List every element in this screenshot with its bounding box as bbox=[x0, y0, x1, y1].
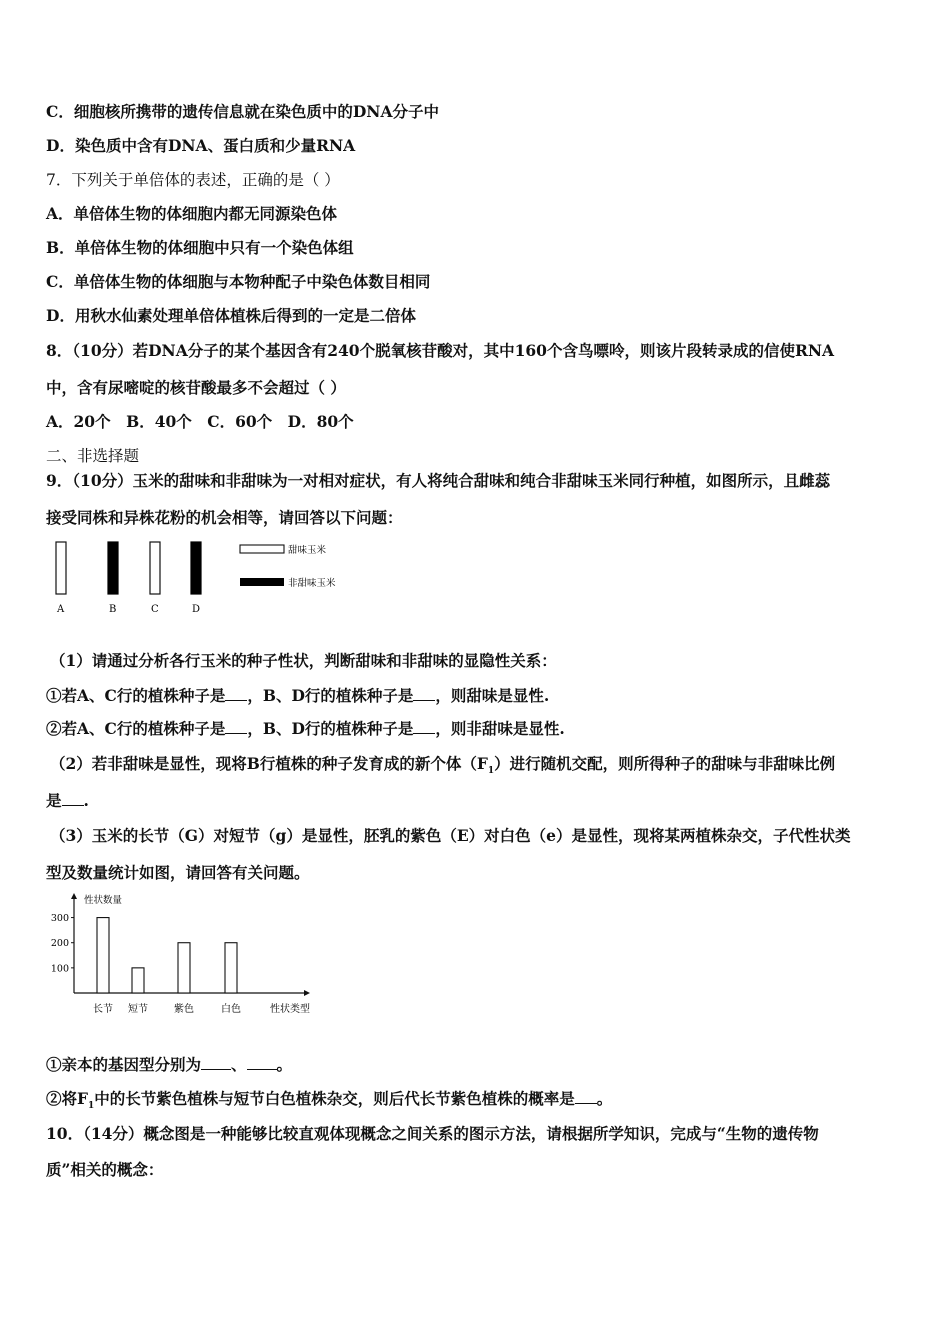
part-2-line1 bbox=[50, 754, 835, 781]
row-c-label: C bbox=[151, 604, 159, 615]
text: . bbox=[83, 791, 89, 810]
part-3-item-b bbox=[46, 1089, 612, 1116]
question-9-stem-line1: 9．（10分）玉米的甜味和非甜味为一对相对症状，有人将纯合甜味和纯合非甜味玉米同行种植，如图所示，且雌蕊 bbox=[46, 471, 831, 490]
x-tick-label: 长节 bbox=[93, 1004, 113, 1015]
question-10-stem-line1: 10．（14分）概念图是一种能够比较直观体现概念之间关系的图示方法，请根据所学知识，完成与“生物的遗传物 bbox=[46, 1124, 819, 1143]
answer-blank[interactable] bbox=[225, 686, 247, 701]
y-axis-arrow bbox=[71, 893, 77, 899]
text: ②将F bbox=[46, 1089, 89, 1108]
legend-non-sweet-label: 非甜味玉米 bbox=[288, 578, 336, 589]
answer-blank[interactable] bbox=[413, 719, 435, 734]
x-axis-arrow bbox=[304, 990, 310, 996]
trait-count-chart bbox=[48, 892, 338, 1022]
text: 中的长节紫色植株与短节白色植株杂交，则后代长节紫色植株的概率是 bbox=[94, 1089, 575, 1108]
bar-2 bbox=[132, 968, 144, 993]
text: 、 bbox=[231, 1055, 247, 1074]
bar-4 bbox=[225, 943, 237, 993]
row-a-bar bbox=[56, 542, 66, 594]
question-9-stem-line2: 接受同株和异株花粉的机会相等，请回答以下问题： bbox=[46, 508, 403, 527]
row-a-label: A bbox=[57, 604, 65, 615]
y-axis-label: 性状数量 bbox=[84, 895, 123, 906]
text: ）进行随机交配，则所得种子的甜味与非甜味比例 bbox=[494, 754, 836, 773]
answer-blank[interactable] bbox=[201, 1055, 231, 1070]
question-8-options: A．20个 B．40个 C．60个 D．80个 bbox=[46, 412, 354, 431]
row-b-label: B bbox=[109, 604, 117, 615]
corn-rows-figure bbox=[48, 536, 368, 620]
part-1-item-b bbox=[46, 719, 565, 739]
option-c-q7: C．单倍体生物的体细胞与本物种配子中染色体数目相同 bbox=[46, 272, 431, 291]
y-tick-label: 300 bbox=[50, 913, 69, 925]
legend-non-sweet-swatch bbox=[240, 578, 284, 586]
answer-blank[interactable] bbox=[225, 719, 247, 734]
text: 。 bbox=[596, 1089, 613, 1108]
text: 。 bbox=[276, 1055, 293, 1074]
subscript: 1 bbox=[88, 1101, 95, 1112]
option-c-q6: C．细胞核所携带的遗传信息就在染色质中的DNA分子中 bbox=[46, 102, 439, 121]
option-d-q7: D．用秋水仙素处理单倍体植株后得到的一定是二倍体 bbox=[46, 306, 416, 325]
option-d-q6: D．染色质中含有DNA、蛋白质和少量RNA bbox=[46, 136, 356, 155]
answer-blank[interactable] bbox=[413, 686, 435, 701]
question-10-stem-line2: 质”相关的概念： bbox=[46, 1160, 164, 1179]
row-d-label: D bbox=[192, 604, 201, 615]
text: ①亲本的基因型分别为 bbox=[46, 1055, 202, 1074]
x-tick-label: 紫色 bbox=[174, 1004, 194, 1015]
y-tick-label: 100 bbox=[50, 963, 69, 975]
part-3-line2: 型及数量统计如图，请回答有关问题。 bbox=[46, 863, 310, 882]
text: ①若A、C行的植株种子是 bbox=[46, 686, 226, 705]
subscript: 1 bbox=[487, 766, 495, 777]
y-tick-label: 200 bbox=[50, 938, 69, 950]
answer-blank[interactable] bbox=[575, 1089, 597, 1104]
question-8-stem-line2: 中，含有尿嘧啶的核苷酸最多不会超过（ ） bbox=[46, 378, 346, 397]
row-d-bar bbox=[191, 542, 201, 594]
part-3-line1: （3）玉米的长节（G）对短节（g）是显性，胚乳的紫色（E）对白色（e）是显性，现将某两植株杂交，子代性状类 bbox=[50, 826, 851, 845]
answer-blank[interactable] bbox=[247, 1055, 277, 1070]
part-1-item-a bbox=[46, 686, 549, 706]
row-c-bar bbox=[150, 542, 160, 594]
text: （2）若非甜味是显性，现将B行植株的种子发育成的新个体（F bbox=[50, 754, 488, 773]
option-b-q7: B．单倍体生物的体细胞中只有一个染色体组 bbox=[46, 238, 354, 257]
part-3-item-a bbox=[46, 1055, 292, 1075]
x-axis-label: 性状类型 bbox=[270, 1004, 310, 1015]
legend-sweet-swatch bbox=[240, 545, 284, 553]
bar-1 bbox=[97, 918, 109, 993]
text: ，则甜味是显性. bbox=[435, 686, 550, 705]
option-a-q7: A．单倍体生物的体细胞内都无同源染色体 bbox=[46, 204, 338, 223]
legend-sweet-label: 甜味玉米 bbox=[288, 545, 327, 556]
bar-3 bbox=[178, 943, 190, 993]
text: ②若A、C行的植株种子是 bbox=[46, 719, 226, 738]
answer-blank[interactable] bbox=[62, 791, 84, 806]
part-1-prompt: （1）请通过分析各行玉米的种子性状，判断甜味和非甜味的显隐性关系： bbox=[50, 651, 557, 670]
text: ，B、D行的植株种子是 bbox=[247, 719, 414, 738]
text: 是 bbox=[46, 791, 62, 810]
question-7-stem: 7．下列关于单倍体的表述，正确的是（ ） bbox=[46, 171, 340, 189]
question-8-stem-line1: 8．（10分）若DNA分子的某个基因含有240个脱氧核苷酸对，其中160个含鸟嘌呤，则该片段转录成的信使RNA bbox=[46, 341, 835, 360]
part-2-line2 bbox=[46, 791, 89, 811]
text: ，则非甜味是显性. bbox=[435, 719, 565, 738]
section-2-heading: 二、非选择题 bbox=[46, 447, 140, 465]
x-tick-label: 白色 bbox=[221, 1004, 241, 1015]
row-b-bar bbox=[108, 542, 118, 594]
x-tick-label: 短节 bbox=[128, 1004, 148, 1015]
text: ，B、D行的植株种子是 bbox=[247, 686, 414, 705]
